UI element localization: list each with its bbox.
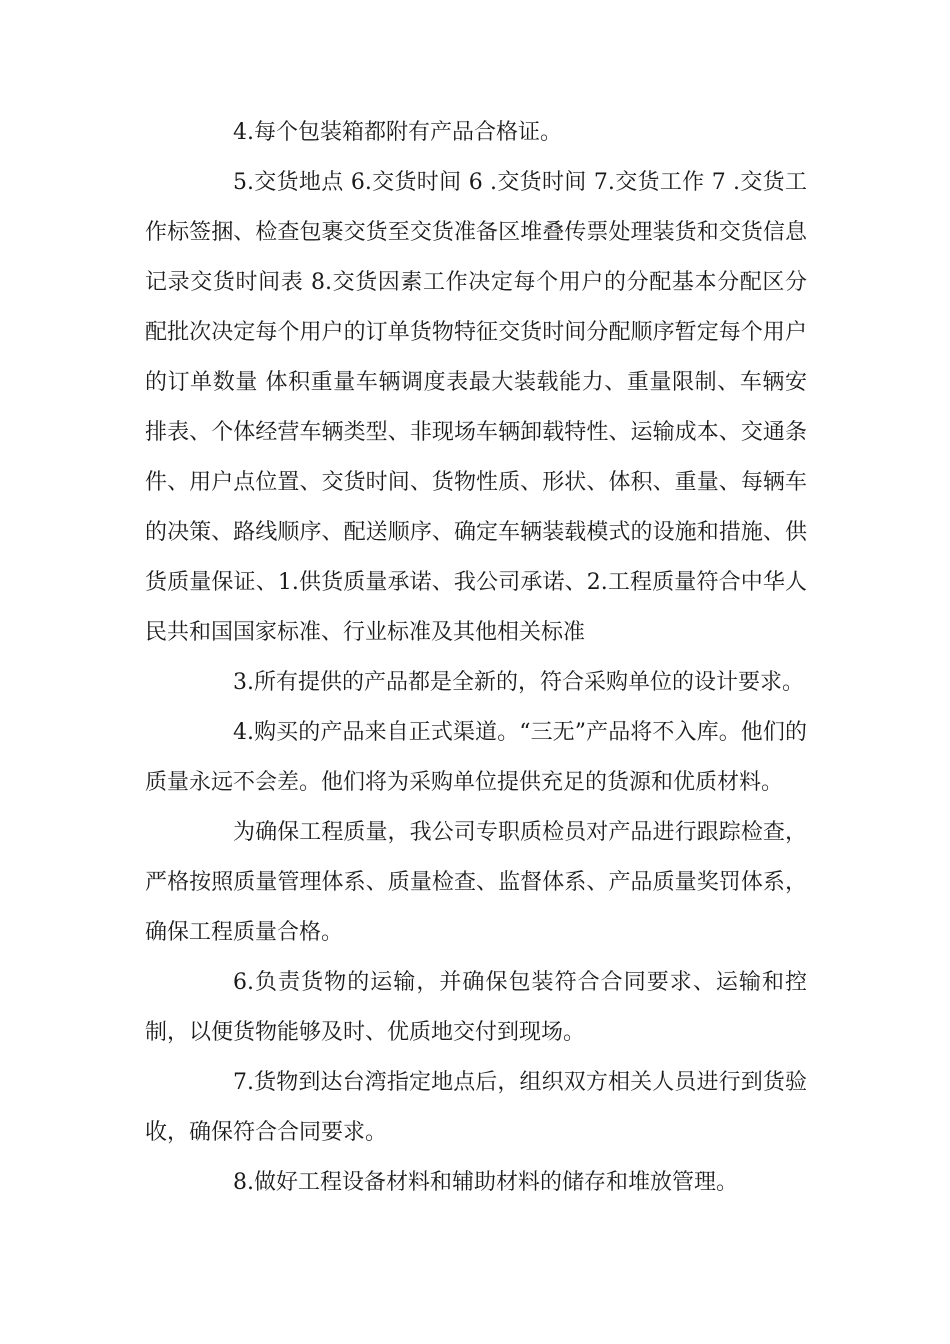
paragraph-storage: 8.做好工程设备材料和辅助材料的储存和堆放管理。: [233, 1170, 738, 1195]
paragraph-delivery-process: 5.交货地点 6.交货时间 6 .交货时间 7.交货工作 7 .交货工作标签捆、检查包裹交货至交货准备区堆叠传票处理装货和交货信息记录交货时间表 8.交货因素工作决定每个用户的分配基本分配区分配批次决定每个用户的订单货物特征交货时间分配顺序暂定每个用户的订单数量 体积重量车辆调度表最大装载能力、重量限制、车辆安排表、个体经营车辆类型、非现场车辆卸载特性、运输成本、交通条件、用户点位置、交货时间、货物性质、形状、体积、重量、每辆车的决策、路线顺序、配送顺序、确定车辆装载模式的设施和措施、供货质量保证、1.供货质量承诺、我公司承诺、2.工程质量符合中华人民共和国国家标准、行业标准及其他相关标准: [145, 170, 807, 645]
paragraph-new-products: 3.所有提供的产品都是全新的，符合采购单位的设计要求。: [233, 670, 804, 695]
paragraph-transport: 6.负责货物的运输，并确保包装符合合同要求、运输和控制，以便货物能够及时、优质地交付到现场。: [145, 970, 807, 1045]
paragraph-acceptance: 7.货物到达台湾指定地点后，组织双方相关人员进行到货验收，确保符合合同要求。: [145, 1070, 807, 1145]
document-body: [145, 108, 807, 1208]
paragraph-quality-inspection: 为确保工程质量，我公司专职质检员对产品进行跟踪检查，严格按照质量管理体系、质量检查、监督体系、产品质量奖罚体系，确保工程质量合格。: [145, 820, 807, 945]
paragraph-packing-certificate: 4.每个包装箱都附有产品合格证。: [233, 120, 562, 145]
paragraph-formal-channels: 4.购买的产品来自正式渠道。“三无”产品将不入库。他们的质量永远不会差。他们将为采购单位提供充足的货源和优质材料。: [145, 720, 807, 795]
